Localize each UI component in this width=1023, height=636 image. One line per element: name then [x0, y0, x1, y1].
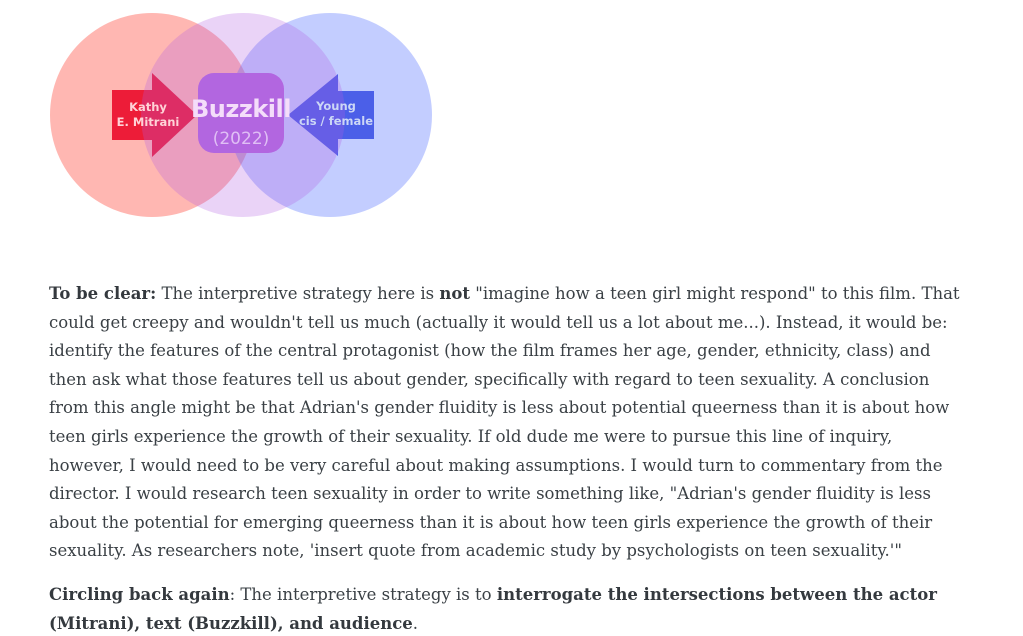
text-segment: not	[439, 284, 470, 303]
audience-label-line2: cis / female	[298, 114, 374, 128]
actor-label-line2: E. Mitrani	[116, 115, 180, 129]
actor-label-line1: Kathy	[129, 100, 167, 114]
text-segment: Circling back again	[49, 584, 230, 604]
text-segment: : The interpretive strategy is to	[229, 584, 497, 604]
text-segment: The interpretive strategy here is	[156, 284, 440, 303]
text-segment: To be clear:	[49, 284, 157, 303]
article-body	[49, 280, 965, 636]
film-year: (2022)	[212, 129, 270, 149]
venn-diagram	[0, 0, 460, 236]
text-segment: "imagine how a teen girl might respond" to this film. That could get creepy and wouldn't tell us much (actually it would tell us a lot about me...). Instead, it would be: identify the features of the central protagonist (how the film frames her age, gender, ethnicity, class) and then ask what those features tell us about gender, specifically with regard to teen sexuality. A conclusion from this angle might be that Adrian's gender fluidity is less about potential queerness than it is about how teen girls experience the growth of their sexuality. If old dude me were to pursue this line of inquiry, however, I would need to be very careful about making assumptions. I would turn to commentary from the director. I would research teen sexuality in order to write something like, "Adrian's gender fluidity is less about the potential for emerging queerness than it is about how teen girls experience the growth of their sexuality. As researchers note, 'insert quote from academic study by psychologists on teen sexuality.'"	[49, 284, 960, 561]
film-title: Buzzkill	[191, 95, 291, 123]
text-segment: interrogate the intersections between the actor (Mitrani), text (Buzzkill), and audience	[49, 584, 937, 633]
audience-label-line1: Young	[316, 99, 356, 113]
text-segment: .	[412, 613, 418, 633]
paragraph	[49, 581, 965, 636]
paragraph	[49, 280, 965, 566]
